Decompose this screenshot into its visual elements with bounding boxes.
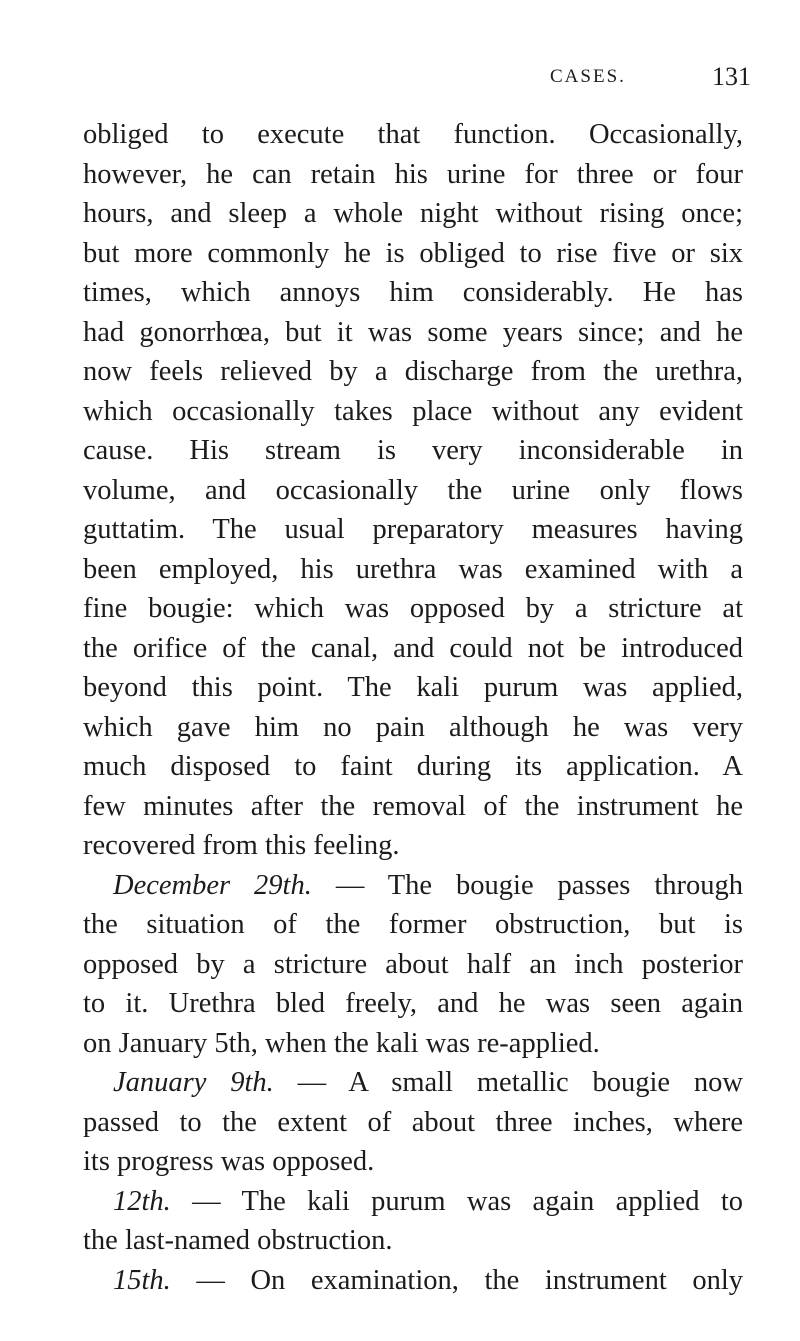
body-text: [83, 115, 743, 1300]
text-line: but more commonly he is obliged to rise five or six: [83, 237, 743, 269]
dated-entry-line: 12th. — The kali purum was again applied to: [113, 1185, 743, 1217]
text-line: obliged to execute that function. Occasionally,: [83, 119, 743, 150]
text-line: much disposed to faint during its application. A: [83, 751, 743, 782]
text-line: cause. His stream is very inconsiderable in: [83, 435, 743, 466]
text-line: recovered from this feeling.: [83, 830, 400, 861]
text-line: however, he can retain his urine for three or four: [83, 158, 743, 190]
text-line: passed to the extent of about three inches, where: [83, 1106, 743, 1138]
text-line: volume, and occasionally the urine only flows: [83, 474, 743, 506]
text-line: beyond this point. The kali purum was applied,: [83, 672, 743, 703]
dated-entry-line: January 9th. — A small metallic bougie now: [113, 1067, 744, 1098]
text-line: opposed by a stricture about half an inch posterior: [83, 948, 743, 980]
text-line: which occasionally takes place without any evident: [83, 395, 743, 427]
dated-entry-line: 15th. — On examination, the instrument only: [113, 1264, 743, 1296]
text-line: guttatim. The usual preparatory measures having: [83, 514, 743, 545]
text-line: times, which annoys him considerably. He has: [83, 277, 743, 308]
entry-date: 12th.: [113, 1185, 171, 1217]
running-title: CASES.: [550, 66, 626, 87]
text-line: now feels relieved by a discharge from the urethra,: [83, 356, 743, 387]
text-line: hours, and sleep a whole night without rising once;: [83, 198, 743, 229]
text-line: the orifice of the canal, and could not be introduced: [83, 632, 743, 664]
text-line: been employed, his urethra was examined with a: [83, 553, 743, 585]
entry-date: December 29th.: [113, 869, 312, 901]
text-line: its progress was opposed.: [83, 1146, 375, 1177]
text-line: on January 5th, when the kali was re-applied.: [83, 1027, 600, 1059]
text-line: few minutes after the removal of the instrument he: [83, 790, 743, 822]
page-number: 131: [712, 62, 751, 91]
text-line: to it. Urethra bled freely, and he was seen again: [83, 988, 743, 1019]
text-line: fine bougie: which was opposed by a stricture at: [83, 593, 743, 624]
text-line: the last-named obstruction.: [83, 1225, 393, 1256]
text-line: had gonorrhœa, but it was some years since; and he: [83, 316, 743, 348]
text-line: the situation of the former obstruction, but is: [83, 909, 743, 940]
text-line: which gave him no pain although he was very: [83, 711, 743, 743]
running-header: [0, 62, 800, 92]
dated-entry-line: December 29th. — The bougie passes through: [113, 869, 743, 901]
entry-date: January 9th.: [113, 1067, 274, 1098]
entry-date: 15th.: [113, 1264, 171, 1296]
